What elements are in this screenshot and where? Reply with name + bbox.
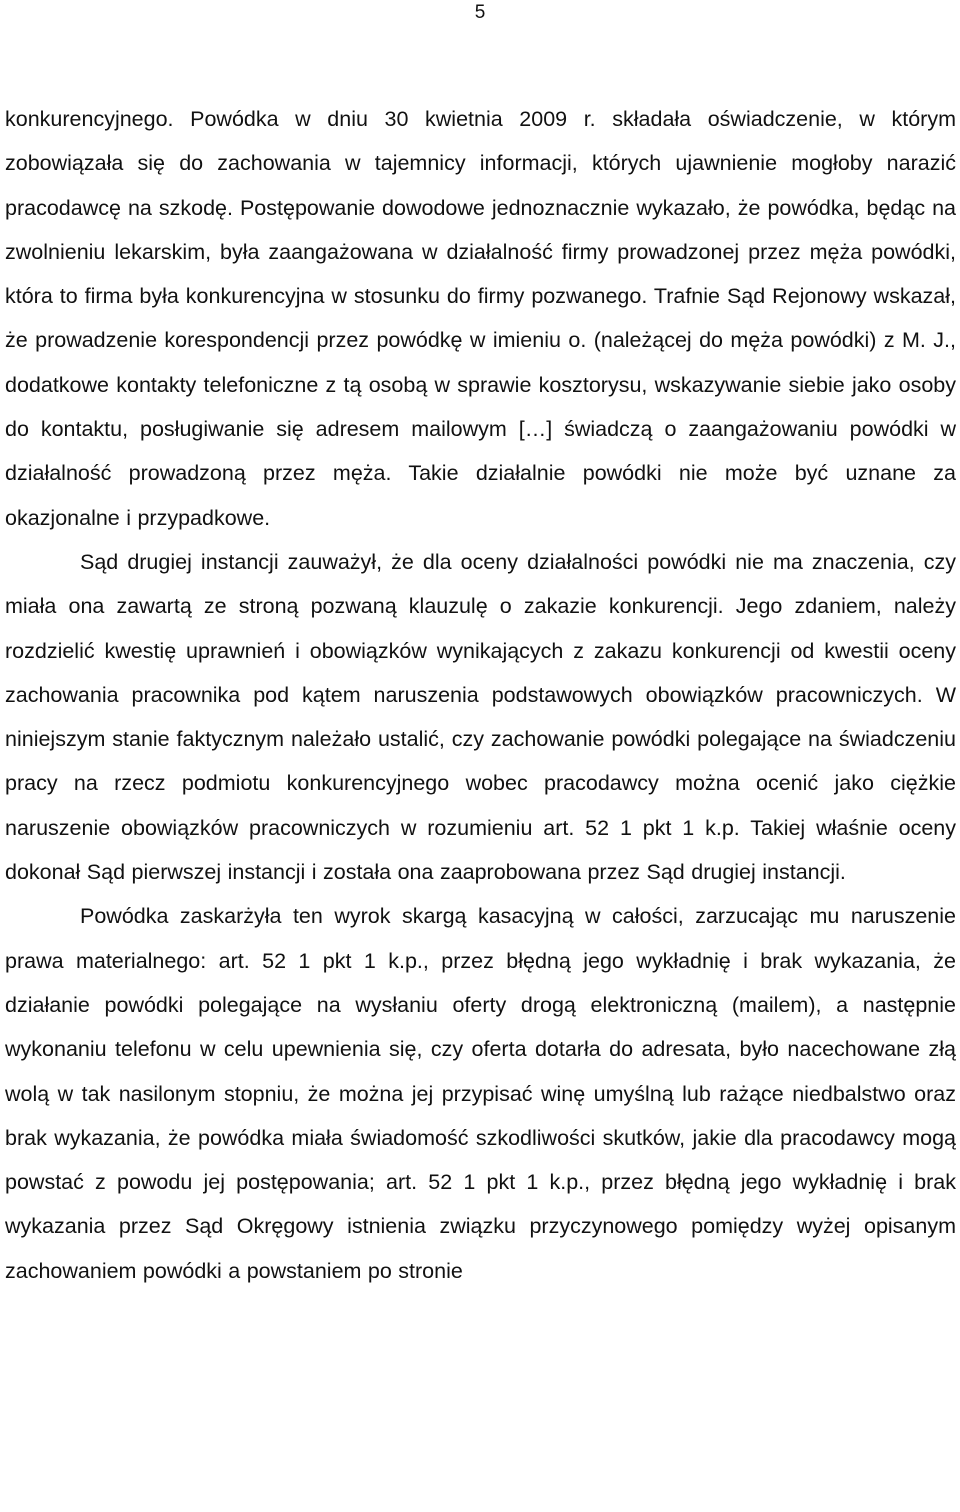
page-number: 5 <box>474 2 486 23</box>
paragraph-continuation: konkurencyjnego. Powódka w dniu 30 kwietnia 2009 r. składała oświadczenie, w którym zobowiązała się do zachowania w tajemnicy informacji, których ujawnienie mogłoby narazić pracodawcę na szkodę. Postępowanie dowodowe jednoznacznie wykazało, że powódka, będąc na zwolnieniu lekarskim, była zaangażowana w działalność firmy prowadzonej przez męża powódki, która to firma była konkurencyjna w stosunku do firmy pozwanego. Trafnie Sąd Rejonowy wskazał, że prowadzenie korespondencji przez powódkę w imieniu o. (należącej do męża powódki) z M. J., dodatkowe kontakty telefoniczne z tą osobą w sprawie kosztorysu, wskazywanie siebie jako osoby do kontaktu, posługiwanie się adresem mailowym […] świadczą o zaangażowaniu powódki w działalność prowadzoną przez męża. Takie działalnie powódki nie może być uznane za okazjonalne i przypadkowe. <box>5 107 956 530</box>
paragraph-cassation-complaint: Powódka zaskarżyła ten wyrok skargą kasacyjną w całości, zarzucając mu naruszenie prawa materialnego: art. 52 1 pkt 1 k.p., przez błędną jego wykładnię i brak wykazania, że działanie powódki polegające na wysłaniu oferty drogą elektroniczną (mailem), a następnie wykonaniu telefonu w celu upewnienia się, czy oferta dotarła do adresata, było nacechowane złą wolą w tak nasilonym stopniu, że można jej przypisać winę umyślną lub rażące niedbalstwo oraz brak wykazania, że powódka miała świadomość szkodliwości skutków, jakie dla pracodawcy mogą powstać z powodu jej postępowania; art. 52 1 pkt 1 k.p., przez błędną jego wykładnię i brak wykazania przez Sąd Okręgowy istnienia związku przyczynowego pomiędzy wyżej opisanym zachowaniem powódki a powstaniem po stronie <box>5 904 956 1283</box>
document-body <box>5 97 956 1293</box>
paragraph-appellate-court-view: Sąd drugiej instancji zauważył, że dla oceny działalności powódki nie ma znaczenia, czy miała ona zawartą ze stroną pozwaną klauzulę o zakazie konkurencji. Jego zdaniem, należy rozdzielić kwestię uprawnień i obowiązków wynikających z zakazu konkurencji od kwestii oceny zachowania pracownika pod kątem naruszenia podstawowych obowiązków pracowniczych. W niniejszym stanie faktycznym należało ustalić, czy zachowanie powódki polegające na świadczeniu pracy na rzecz podmiotu konkurencyjnego wobec pracodawcy można ocenić jako ciężkie naruszenie obowiązków pracowniczych w rozumieniu art. 52 1 pkt 1 k.p. Takiej właśnie oceny dokonał Sąd pierwszej instancji i została ona zaaprobowana przez Sąd drugiej instancji. <box>5 549 956 885</box>
